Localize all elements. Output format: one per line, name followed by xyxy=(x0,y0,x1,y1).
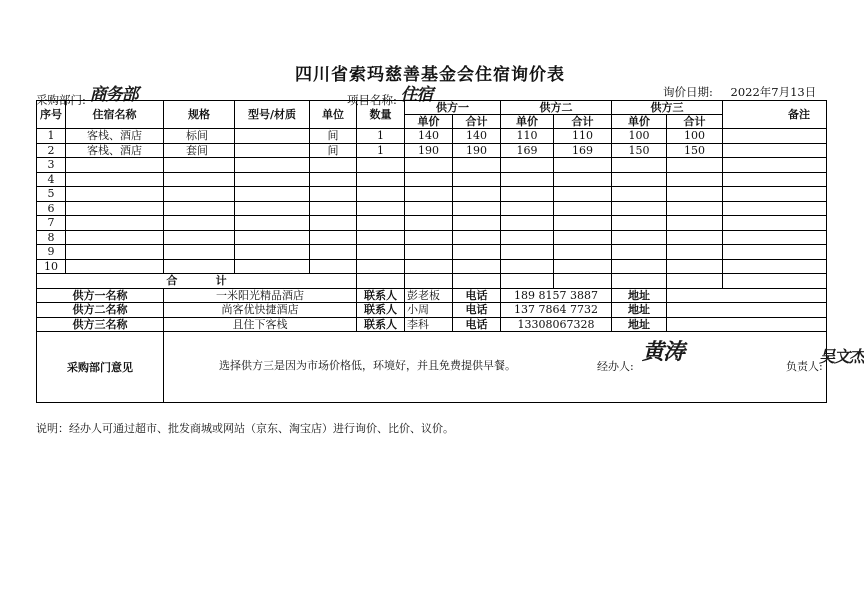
supplier2-unit-price xyxy=(501,187,554,202)
row-number: 9 xyxy=(37,245,66,260)
header-unit: 单位 xyxy=(310,101,357,129)
supplier3-total xyxy=(667,230,723,245)
address-value xyxy=(667,317,827,332)
contact-label: 联系人 xyxy=(357,288,405,303)
dept-label: 采购部门: xyxy=(36,93,86,107)
quote-table xyxy=(36,100,864,403)
header-qty: 数量 xyxy=(357,101,405,129)
unit xyxy=(310,201,357,216)
supplier3-total xyxy=(667,245,723,260)
supplier2-total xyxy=(554,259,612,274)
supplier2-total: 169 xyxy=(554,143,612,158)
row-number: 2 xyxy=(37,143,66,158)
lodging-name: 客栈、酒店 xyxy=(66,129,164,144)
header-s3-total: 合计 xyxy=(667,115,723,129)
supplier3-total xyxy=(667,158,723,173)
quantity xyxy=(357,201,405,216)
supplier-name: 尚客优快捷酒店 xyxy=(164,303,357,318)
opinion-label: 采购部门意见 xyxy=(37,332,164,403)
supplier-row xyxy=(37,288,827,303)
header-s1-price: 单价 xyxy=(405,115,453,129)
supplier1-unit-price xyxy=(405,245,453,260)
lodging-name xyxy=(66,201,164,216)
model-material xyxy=(235,129,310,144)
model-material xyxy=(235,143,310,158)
remark xyxy=(723,259,827,274)
unit xyxy=(310,245,357,260)
total-cell xyxy=(357,274,405,289)
total-cell xyxy=(501,274,554,289)
total-cell xyxy=(723,274,827,289)
supplier-label: 供方二名称 xyxy=(37,303,164,318)
supplier-name: 且住下客栈 xyxy=(164,317,357,332)
unit xyxy=(310,187,357,202)
quantity xyxy=(357,245,405,260)
supplier1-unit-price xyxy=(405,172,453,187)
header-s2-price: 单价 xyxy=(501,115,554,129)
header-row xyxy=(37,101,827,115)
supplier-name: 一米阳光精品酒店 xyxy=(164,288,357,303)
supplier3-total xyxy=(667,172,723,187)
supplier2-total xyxy=(554,216,612,231)
supplier1-unit-price: 190 xyxy=(405,143,453,158)
phone-label: 电话 xyxy=(453,303,501,318)
phone-number: 137 7864 7732 xyxy=(501,303,612,318)
quantity xyxy=(357,216,405,231)
supplier3-unit-price xyxy=(612,216,667,231)
date-field xyxy=(663,84,816,100)
supplier2-total xyxy=(554,201,612,216)
spec xyxy=(164,216,235,231)
contact-label: 联系人 xyxy=(357,317,405,332)
header-spec: 规格 xyxy=(164,101,235,129)
supplier1-unit-price xyxy=(405,187,453,202)
remark xyxy=(723,201,827,216)
header-supplier-2: 供方二 xyxy=(501,101,612,115)
spec xyxy=(164,201,235,216)
header-seq: 序号 xyxy=(37,101,66,129)
remark xyxy=(723,172,827,187)
handler-signature: 黄涛 xyxy=(642,340,685,365)
table-row xyxy=(37,230,827,245)
supplier2-unit-price: 169 xyxy=(501,143,554,158)
quantity: 1 xyxy=(357,129,405,144)
supplier3-unit-price xyxy=(612,259,667,274)
supplier3-unit-price xyxy=(612,245,667,260)
supplier2-unit-price xyxy=(501,201,554,216)
opinion-cell xyxy=(164,332,864,403)
lodging-name xyxy=(66,172,164,187)
spec xyxy=(164,172,235,187)
quantity xyxy=(357,158,405,173)
table-row xyxy=(37,187,827,202)
row-number: 8 xyxy=(37,230,66,245)
supplier-label: 供方三名称 xyxy=(37,317,164,332)
row-number: 4 xyxy=(37,172,66,187)
lodging-name: 客栈、酒店 xyxy=(66,143,164,158)
unit: 间 xyxy=(310,129,357,144)
leader-signature: 吴文杰 xyxy=(819,347,864,366)
model-material xyxy=(235,172,310,187)
header-supplier-3: 供方三 xyxy=(612,101,723,115)
total-cell xyxy=(554,274,612,289)
model-material xyxy=(235,259,310,274)
phone-label: 电话 xyxy=(453,317,501,332)
unit xyxy=(310,216,357,231)
address-label: 地址 xyxy=(612,288,667,303)
dept-value-handwritten: 商务部 xyxy=(89,85,138,105)
spec xyxy=(164,245,235,260)
address-label: 地址 xyxy=(612,303,667,318)
row-number: 5 xyxy=(37,187,66,202)
spec xyxy=(164,259,235,274)
supplier1-total xyxy=(453,259,501,274)
supplier3-total: 150 xyxy=(667,143,723,158)
supplier1-total xyxy=(453,230,501,245)
supplier1-unit-price xyxy=(405,259,453,274)
header-remark: 备注 xyxy=(723,101,827,129)
header-model: 型号/材质 xyxy=(235,101,310,129)
supplier2-unit-price: 110 xyxy=(501,129,554,144)
supplier1-total xyxy=(453,172,501,187)
supplier2-unit-price xyxy=(501,158,554,173)
opinion-text: 选择供方三是因为市场价格低，环境好，并且免费提供早餐。 xyxy=(219,359,516,372)
header-name: 住宿名称 xyxy=(66,101,164,129)
table-row xyxy=(37,143,827,158)
supplier1-total xyxy=(453,216,501,231)
supplier3-unit-price xyxy=(612,158,667,173)
table-row xyxy=(37,129,827,144)
supplier2-unit-price xyxy=(501,172,554,187)
supplier2-total xyxy=(554,172,612,187)
lodging-name xyxy=(66,259,164,274)
supplier1-total: 140 xyxy=(453,129,501,144)
total-cell xyxy=(405,274,453,289)
supplier-row xyxy=(37,303,827,318)
supplier1-unit-price xyxy=(405,201,453,216)
remark xyxy=(723,216,827,231)
header-s1-total: 合计 xyxy=(453,115,501,129)
table-row xyxy=(37,158,827,173)
supplier1-unit-price xyxy=(405,158,453,173)
supplier2-total xyxy=(554,230,612,245)
supplier1-total xyxy=(453,187,501,202)
header-s2-total: 合计 xyxy=(554,115,612,129)
supplier-row xyxy=(37,317,827,332)
table-row xyxy=(37,259,827,274)
row-number: 7 xyxy=(37,216,66,231)
spec xyxy=(164,158,235,173)
remark xyxy=(723,158,827,173)
supplier2-unit-price xyxy=(501,259,554,274)
handler-label: 经办人: xyxy=(597,360,634,373)
supplier2-total xyxy=(554,187,612,202)
address-label: 地址 xyxy=(612,317,667,332)
table-row xyxy=(37,201,827,216)
phone-number: 189 8157 3887 xyxy=(501,288,612,303)
date-value: 2022年7月13日 xyxy=(730,85,817,99)
quantity xyxy=(357,187,405,202)
total-cell xyxy=(453,274,501,289)
form-title: 四川省索玛慈善基金会住宿询价表 xyxy=(295,65,565,85)
supplier3-unit-price xyxy=(612,187,667,202)
phone-number: 13308067328 xyxy=(501,317,612,332)
leader-label: 负责人: xyxy=(786,360,823,373)
unit xyxy=(310,172,357,187)
supplier1-unit-price: 140 xyxy=(405,129,453,144)
total-cell xyxy=(667,274,723,289)
row-number: 1 xyxy=(37,129,66,144)
table-row xyxy=(37,172,827,187)
table-row xyxy=(37,216,827,231)
supplier2-total: 110 xyxy=(554,129,612,144)
date-label: 询价日期: xyxy=(663,85,713,99)
quantity xyxy=(357,230,405,245)
unit xyxy=(310,158,357,173)
supplier3-total xyxy=(667,201,723,216)
supplier3-unit-price: 100 xyxy=(612,129,667,144)
table-row xyxy=(37,245,827,260)
supplier3-total xyxy=(667,187,723,202)
model-material xyxy=(235,187,310,202)
lodging-name xyxy=(66,245,164,260)
supplier1-total: 190 xyxy=(453,143,501,158)
remark xyxy=(723,129,827,144)
supplier2-unit-price xyxy=(501,245,554,260)
supplier3-unit-price xyxy=(612,230,667,245)
supplier1-total xyxy=(453,245,501,260)
spec: 标间 xyxy=(164,129,235,144)
supplier3-total: 100 xyxy=(667,129,723,144)
supplier3-total xyxy=(667,259,723,274)
project-value-handwritten: 住宿 xyxy=(400,85,433,105)
opinion-row xyxy=(37,332,827,403)
lodging-name xyxy=(66,216,164,231)
model-material xyxy=(235,201,310,216)
spec xyxy=(164,187,235,202)
supplier-label: 供方一名称 xyxy=(37,288,164,303)
remark xyxy=(723,230,827,245)
address-value xyxy=(667,288,827,303)
header-s3-price: 单价 xyxy=(612,115,667,129)
supplier1-unit-price xyxy=(405,230,453,245)
supplier3-unit-price xyxy=(612,201,667,216)
supplier2-total xyxy=(554,245,612,260)
remark xyxy=(723,187,827,202)
lodging-name xyxy=(66,230,164,245)
header-supplier-1: 供方一 xyxy=(405,101,501,115)
model-material xyxy=(235,216,310,231)
address-value xyxy=(667,303,827,318)
supplier1-total xyxy=(453,158,501,173)
contact-name: 李科 xyxy=(405,317,453,332)
row-number: 6 xyxy=(37,201,66,216)
project-label: 项目名称: xyxy=(347,93,397,107)
quantity: 1 xyxy=(357,143,405,158)
quantity xyxy=(357,259,405,274)
model-material xyxy=(235,230,310,245)
supplier1-unit-price xyxy=(405,216,453,231)
model-material xyxy=(235,158,310,173)
quantity xyxy=(357,172,405,187)
lodging-name xyxy=(66,187,164,202)
row-number: 3 xyxy=(37,158,66,173)
unit xyxy=(310,259,357,274)
footnote: 说明：经办人可通过超市、批发商城或网站（京东、淘宝店）进行询价、比价、议价。 xyxy=(36,422,454,435)
remark xyxy=(723,245,827,260)
contact-name: 彭老板 xyxy=(405,288,453,303)
total-row xyxy=(37,274,827,289)
model-material xyxy=(235,245,310,260)
supplier2-unit-price xyxy=(501,230,554,245)
total-cell xyxy=(612,274,667,289)
supplier2-unit-price xyxy=(501,216,554,231)
remark xyxy=(723,143,827,158)
contact-label: 联系人 xyxy=(357,303,405,318)
supplier2-total xyxy=(554,158,612,173)
lodging-name xyxy=(66,158,164,173)
spec xyxy=(164,230,235,245)
unit xyxy=(310,230,357,245)
spec: 套间 xyxy=(164,143,235,158)
row-number: 10 xyxy=(37,259,66,274)
unit: 间 xyxy=(310,143,357,158)
supplier1-total xyxy=(453,201,501,216)
supplier3-unit-price: 150 xyxy=(612,143,667,158)
contact-name: 小周 xyxy=(405,303,453,318)
supplier3-total xyxy=(667,216,723,231)
phone-label: 电话 xyxy=(453,288,501,303)
supplier3-unit-price xyxy=(612,172,667,187)
total-label: 合 计 xyxy=(37,274,357,289)
